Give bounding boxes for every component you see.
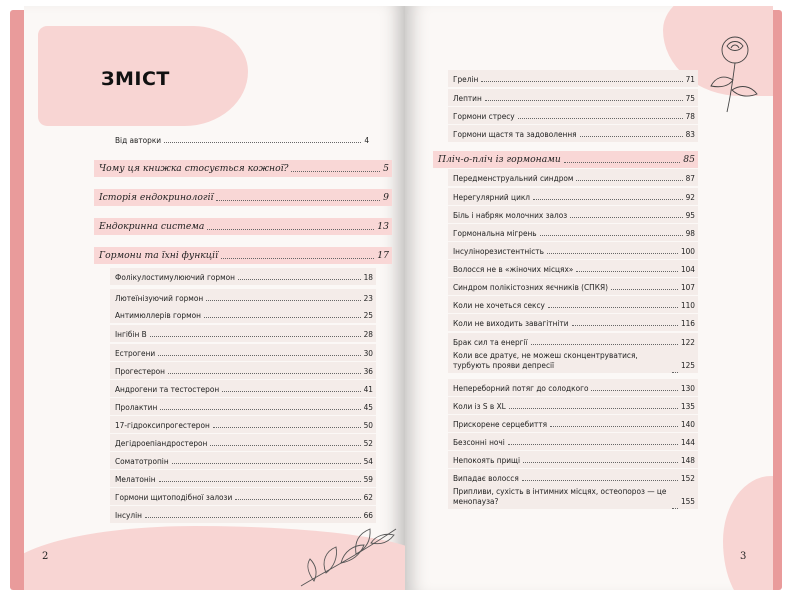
toc-entry-label: Прогестерон [115,365,166,376]
toc-entry-label: Лютеїнізуючий гормон [115,292,204,303]
toc-entry-page: 23 [363,292,373,303]
dot-leader [591,390,677,391]
dot-leader [672,508,678,509]
toc-entry-page: 140 [680,418,695,429]
right-page [405,6,773,590]
toc-entry-page: 83 [685,128,695,139]
dot-leader [158,355,360,356]
dot-leader [611,289,678,290]
toc-entry[interactable] [448,224,698,241]
toc-entry-page: 116 [680,317,695,328]
toc-entry[interactable] [448,188,698,205]
dot-leader [672,372,678,373]
toc-entry-page: 41 [363,383,373,394]
toc-entry-label: Гормони щастя та задоволення [453,128,577,139]
dot-leader [216,200,380,201]
dot-leader [291,171,380,172]
toc-entry[interactable] [110,434,376,451]
toc-entry-page: 45 [363,401,373,412]
toc-entry-label: Інсулін [115,509,142,520]
toc-entry[interactable] [110,398,376,415]
dot-leader [168,373,361,374]
toc-entry[interactable] [448,451,698,468]
toc-entry[interactable] [448,469,698,486]
toc-entry-page: 71 [685,73,695,84]
dot-leader [523,462,678,463]
rose-icon [705,34,765,114]
toc-entry[interactable] [448,70,698,87]
toc-entry-page: 62 [363,491,373,502]
toc-entry-label: Припливи, сухість в інтимних місцях, остеопороз — це менопауза? [453,486,667,506]
toc-entry[interactable] [110,488,376,505]
toc-entry-page: 98 [685,227,695,238]
toc-entry-label: Чому ця книжка стосується кожної? [99,163,289,174]
toc-entry-label: Передменструальний синдром [453,172,574,183]
toc-entry-page: 54 [363,455,373,466]
bottom-right-blob [723,476,773,590]
dot-leader [570,217,682,218]
toc-entry-label: Синдром полікістозних яєчників (СПКЯ) [453,281,608,292]
toc-entry[interactable] [448,349,698,373]
dot-leader [172,463,361,464]
toc-entry-page: 13 [377,221,389,232]
toc-entry[interactable] [110,289,376,306]
toc-entry-page: 17 [377,250,389,261]
toc-entry-page: 104 [680,263,695,274]
toc-entry-label: Андрогени та тестостерон [115,383,220,394]
toc-entry-label: Непереборний потяг до солодкого [453,382,589,393]
toc-entry-page: 36 [363,365,373,376]
toc-entry-page: 122 [680,336,695,347]
toc-entry-label: Гормони щитоподібної залози [115,491,233,502]
toc-entry[interactable] [448,107,698,124]
toc-entry[interactable] [448,397,698,414]
toc-entry-label: Від авторки [115,134,162,145]
toc-entry[interactable] [448,206,698,223]
toc-entry-label: Коли не хочеться сексу [453,299,545,310]
toc-entry[interactable] [448,415,698,432]
toc-entry-page: 25 [363,309,373,320]
toc-entry-page: 100 [680,245,695,256]
toc-entry-page: 85 [683,154,695,165]
toc-entry[interactable] [110,325,376,342]
toc-entry[interactable] [110,344,376,361]
dot-leader [548,307,678,308]
page-number-left: 2 [42,551,49,562]
toc-entry[interactable] [110,306,376,323]
dot-leader [572,325,678,326]
toc-entry-page: 28 [363,328,373,339]
toc-entry[interactable] [110,452,376,469]
dot-leader [580,136,683,137]
toc-entry-page: 52 [363,437,373,448]
toc-entry-label: Пролактин [115,401,158,412]
dot-leader [204,317,361,318]
toc-entry[interactable] [448,125,698,142]
toc-entry-page: 66 [363,509,373,520]
dot-leader [576,180,682,181]
dot-leader [164,142,361,143]
toc-entry-label: Брак сил та енергії [453,336,528,347]
toc-entry-label: Випадає волосся [453,472,519,483]
toc-section-entry[interactable] [94,247,392,264]
toc-entry-page: 92 [685,191,695,202]
toc-entry[interactable] [448,296,698,313]
toc-entry[interactable] [110,268,376,285]
dot-leader [222,391,360,392]
toc-entry-label: Гормональна мігрень [453,227,537,238]
dot-leader [160,409,360,410]
dot-leader [150,336,361,337]
toc-entry-page: 75 [685,92,695,103]
toc-entry-label: Гормони та їхні функції [99,250,219,261]
toc-entry-label: Безсонні ночі [453,436,505,447]
toc-entry-label: Дегідроепіандростерон [115,437,208,448]
dot-leader [210,445,360,446]
dot-leader [213,427,361,428]
toc-entry-label: Нерегулярний цикл [453,191,531,202]
dot-leader [481,81,682,82]
toc-entry[interactable] [110,131,372,148]
toc-entry-label: Інсулінорезистентність [453,245,544,256]
toc-entry-label: Антимюллерів гормон [115,309,201,320]
page-title: ЗМІСТ [101,68,170,90]
toc-entry[interactable] [448,314,698,331]
toc-entry[interactable] [110,380,376,397]
toc-entry-label: Пліч-о-пліч із гормонами [438,154,561,165]
toc-entry-label: Естрогени [115,347,156,358]
dot-leader [508,444,678,445]
toc-entry-page: 5 [383,163,389,174]
toc-entry-page: 155 [680,496,695,506]
toc-entry-label: Коли все дратує, не можеш сконцентруватися, турбують прояви депресії [453,350,638,370]
toc-entry-label: Грелін [453,73,479,84]
toc-entry[interactable] [448,260,698,277]
toc-section-entry[interactable] [94,218,392,235]
toc-section-entry[interactable] [94,160,392,177]
toc-entry-page: 30 [363,347,373,358]
toc-entry[interactable] [448,278,698,295]
toc-entry-label: Мелатонін [115,473,156,484]
dot-leader [159,481,361,482]
toc-entry-page: 18 [363,271,373,282]
dot-leader [238,279,361,280]
toc-entry-page: 50 [363,419,373,430]
toc-entry-label: Коли із S в XL [453,400,506,411]
toc-entry[interactable] [448,333,698,350]
toc-entry[interactable] [448,169,698,186]
leaf-branch-icon [296,521,405,590]
dot-leader [206,300,360,301]
toc-entry-page: 9 [383,192,389,203]
toc-entry-page: 135 [680,400,695,411]
toc-entry-label: Ендокринна система [99,221,205,232]
toc-entry-page: 87 [685,172,695,183]
toc-entry[interactable] [110,416,376,433]
toc-entry[interactable] [110,362,376,379]
dot-leader [145,517,361,518]
toc-section-entry[interactable] [433,151,698,168]
toc-entry-page: 4 [364,134,369,145]
dot-leader [564,162,681,163]
dot-leader [547,253,678,254]
toc-entry[interactable] [448,242,698,259]
toc-entry-label: Соматотропін [115,455,169,466]
toc-entry-label: 17-гідроксипрогестерон [115,419,210,430]
toc-section-entry[interactable] [94,189,392,206]
toc-entry-page: 144 [680,436,695,447]
toc-entry-label: Коли не виходить завагітніти [453,317,569,328]
left-page [24,6,405,590]
dot-leader [518,118,683,119]
toc-entry-page: 125 [680,360,695,370]
toc-entry-page: 130 [680,382,695,393]
dot-leader [221,258,374,259]
toc-entry-label: Фолікулостимулюючий гормон [115,271,235,282]
page-number-right: 3 [740,551,747,562]
toc-entry[interactable] [448,379,698,396]
dot-leader [207,229,374,230]
toc-entry[interactable] [448,485,698,509]
dot-leader [522,480,678,481]
dot-leader [509,408,678,409]
toc-entry-page: 148 [680,454,695,465]
dot-leader [235,499,360,500]
toc-entry-label: Волосся не в «жіночих місцях» [453,263,574,274]
dot-leader [531,344,678,345]
toc-entry-label: Лептин [453,92,482,103]
toc-entry-page: 152 [680,472,695,483]
toc-entry-label: Історія ендокринології [99,192,214,203]
toc-entry[interactable] [448,89,698,106]
toc-entry[interactable] [110,506,376,523]
toc-entry-page: 95 [685,209,695,220]
toc-entry-page: 59 [363,473,373,484]
toc-entry-label: Біль і набряк молочних залоз [453,209,568,220]
dot-leader [540,235,683,236]
toc-entry[interactable] [110,470,376,487]
toc-entry-page: 78 [685,110,695,121]
dot-leader [533,199,683,200]
toc-entry[interactable] [448,433,698,450]
dot-leader [576,271,678,272]
toc-entry-page: 110 [680,299,695,310]
toc-entry-label: Інгібін В [115,328,147,339]
toc-entry-page: 107 [680,281,695,292]
dot-leader [485,100,683,101]
toc-entry-label: Прискорене серцебиття [453,418,548,429]
dot-leader [550,426,678,427]
toc-entry-label: Непокоять прищі [453,454,521,465]
toc-entry-label: Гормони стресу [453,110,515,121]
